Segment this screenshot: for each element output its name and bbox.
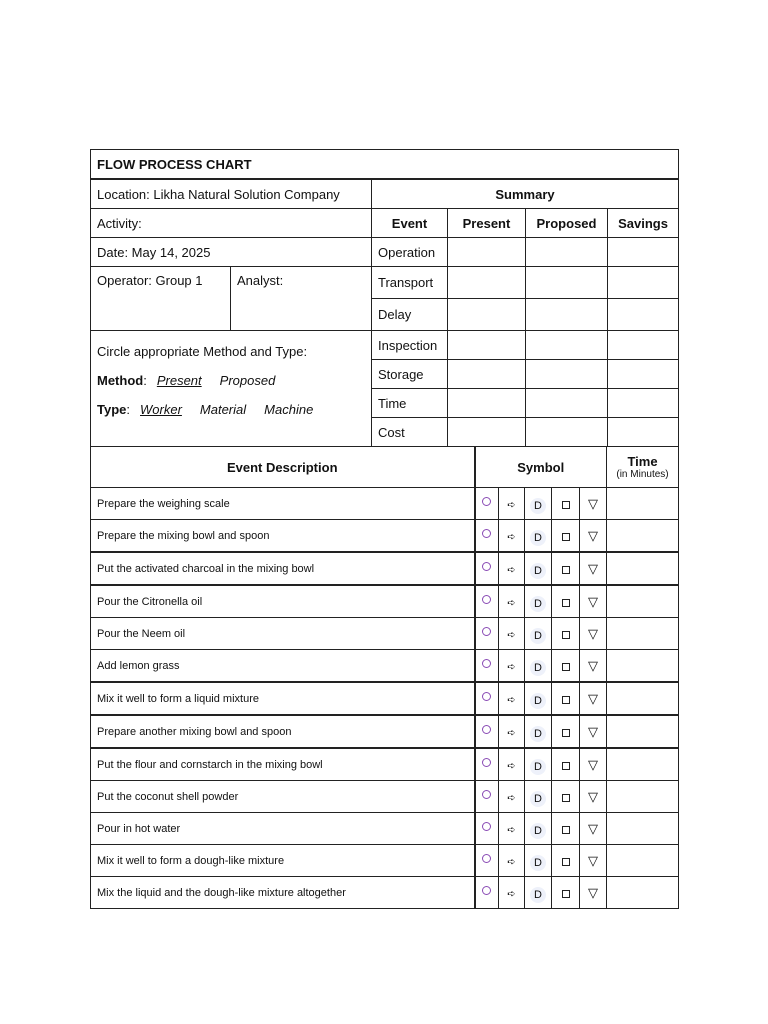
operation-symbol-cell[interactable] bbox=[475, 845, 499, 877]
storage-triangle-icon: ▽ bbox=[588, 657, 598, 673]
summary-title: Summary bbox=[372, 179, 679, 209]
operation-symbol-cell[interactable] bbox=[475, 877, 499, 909]
operation-symbol-cell[interactable] bbox=[475, 748, 499, 781]
inspection-symbol-cell[interactable] bbox=[552, 650, 580, 683]
time-cell[interactable] bbox=[607, 845, 679, 877]
transport-symbol-cell[interactable] bbox=[499, 813, 525, 845]
analyst-field: Analyst: bbox=[231, 267, 372, 331]
time-header-unit: (in Minutes) bbox=[616, 469, 669, 480]
summary-cell bbox=[526, 418, 608, 447]
inspection-square-icon bbox=[562, 826, 570, 834]
transport-arrow-icon: ➪ bbox=[507, 661, 516, 673]
inspection-symbol-cell[interactable] bbox=[552, 552, 580, 585]
storage-triangle-icon: ▽ bbox=[588, 884, 598, 900]
summary-event-storage: Storage bbox=[372, 360, 448, 389]
delay-d-icon: D bbox=[530, 887, 546, 903]
event-row bbox=[91, 781, 679, 813]
summary-event-cost: Cost bbox=[372, 418, 448, 447]
activity-field: Activity: bbox=[91, 209, 372, 238]
transport-symbol-cell[interactable] bbox=[499, 488, 525, 520]
time-cell[interactable] bbox=[607, 877, 679, 909]
event-row bbox=[91, 748, 679, 781]
summary-cell bbox=[608, 360, 679, 389]
method-option-proposed[interactable]: Proposed bbox=[219, 373, 276, 388]
delay-symbol-cell[interactable] bbox=[525, 748, 552, 781]
delay-symbol-cell[interactable] bbox=[525, 845, 552, 877]
inspection-symbol-cell[interactable] bbox=[552, 715, 580, 748]
time-cell[interactable] bbox=[607, 488, 679, 520]
operation-circle-icon bbox=[482, 886, 491, 895]
transport-arrow-icon: ➪ bbox=[507, 531, 516, 543]
event-description: Put the activated charcoal in the mixing bowl bbox=[91, 552, 475, 585]
event-row bbox=[91, 877, 679, 909]
operation-symbol-cell[interactable] bbox=[475, 488, 499, 520]
inspection-symbol-cell[interactable] bbox=[552, 585, 580, 618]
summary-col-proposed: Proposed bbox=[526, 209, 608, 238]
event-description: Prepare the weighing scale bbox=[91, 488, 475, 520]
transport-arrow-icon: ➪ bbox=[507, 792, 516, 804]
storage-triangle-icon: ▽ bbox=[588, 723, 598, 739]
summary-cell bbox=[526, 299, 608, 331]
inspection-symbol-cell[interactable] bbox=[552, 682, 580, 715]
event-description: Prepare the mixing bowl and spoon bbox=[91, 520, 475, 553]
event-description: Add lemon grass bbox=[91, 650, 475, 683]
delay-symbol-cell[interactable] bbox=[525, 650, 552, 683]
event-description: Put the flour and cornstarch in the mixing bowl bbox=[91, 748, 475, 781]
summary-cell bbox=[448, 267, 526, 299]
inspection-square-icon bbox=[562, 794, 570, 802]
inspection-square-icon bbox=[562, 858, 570, 866]
inspection-square-icon bbox=[562, 631, 570, 639]
summary-cell bbox=[608, 418, 679, 447]
operation-symbol-cell[interactable] bbox=[475, 618, 499, 650]
transport-symbol-cell[interactable] bbox=[499, 552, 525, 585]
storage-symbol-cell[interactable] bbox=[580, 781, 607, 813]
transport-arrow-icon: ➪ bbox=[507, 564, 516, 576]
storage-triangle-icon: ▽ bbox=[588, 690, 598, 706]
events-table bbox=[90, 446, 679, 909]
event-row bbox=[91, 552, 679, 585]
transport-arrow-icon: ➪ bbox=[507, 499, 516, 511]
operation-circle-icon bbox=[482, 562, 491, 571]
summary-cell bbox=[526, 331, 608, 360]
transport-symbol-cell[interactable] bbox=[499, 650, 525, 683]
circle-instruction: Circle appropriate Method and Type: bbox=[97, 344, 308, 359]
delay-symbol-cell[interactable] bbox=[525, 781, 552, 813]
operation-circle-icon bbox=[482, 692, 491, 701]
storage-triangle-icon: ▽ bbox=[588, 852, 598, 868]
summary-cell bbox=[608, 267, 679, 299]
inspection-symbol-cell[interactable] bbox=[552, 813, 580, 845]
storage-symbol-cell[interactable] bbox=[580, 715, 607, 748]
inspection-square-icon bbox=[562, 890, 570, 898]
storage-symbol-cell[interactable] bbox=[580, 748, 607, 781]
chart-title: FLOW PROCESS CHART bbox=[91, 150, 679, 180]
inspection-square-icon bbox=[562, 566, 570, 574]
operation-symbol-cell[interactable] bbox=[475, 715, 499, 748]
transport-arrow-icon: ➪ bbox=[507, 694, 516, 706]
storage-symbol-cell[interactable] bbox=[580, 813, 607, 845]
storage-triangle-icon: ▽ bbox=[588, 625, 598, 641]
delay-d-icon: D bbox=[530, 693, 546, 709]
transport-symbol-cell[interactable] bbox=[499, 845, 525, 877]
storage-symbol-cell[interactable] bbox=[580, 488, 607, 520]
delay-d-icon: D bbox=[530, 530, 546, 546]
type-option-material[interactable]: Material bbox=[199, 402, 247, 417]
operation-circle-icon bbox=[482, 822, 491, 831]
delay-symbol-cell[interactable] bbox=[525, 552, 552, 585]
inspection-square-icon bbox=[562, 599, 570, 607]
event-description: Put the coconut shell powder bbox=[91, 781, 475, 813]
operation-symbol-cell[interactable] bbox=[475, 585, 499, 618]
storage-symbol-cell[interactable] bbox=[580, 682, 607, 715]
transport-arrow-icon: ➪ bbox=[507, 824, 516, 836]
inspection-square-icon bbox=[562, 501, 570, 509]
inspection-square-icon bbox=[562, 533, 570, 541]
storage-symbol-cell[interactable] bbox=[580, 520, 607, 553]
symbol-header: Symbol bbox=[475, 447, 607, 488]
summary-col-event: Event bbox=[372, 209, 448, 238]
delay-d-icon: D bbox=[530, 596, 546, 612]
operation-symbol-cell[interactable] bbox=[475, 650, 499, 683]
delay-symbol-cell[interactable] bbox=[525, 813, 552, 845]
inspection-symbol-cell[interactable] bbox=[552, 781, 580, 813]
delay-symbol-cell[interactable] bbox=[525, 877, 552, 909]
summary-cell bbox=[608, 331, 679, 360]
operation-circle-icon bbox=[482, 497, 491, 506]
operation-symbol-cell[interactable] bbox=[475, 520, 499, 553]
storage-symbol-cell[interactable] bbox=[580, 877, 607, 909]
operation-symbol-cell[interactable] bbox=[475, 781, 499, 813]
time-cell[interactable] bbox=[607, 552, 679, 585]
summary-col-savings: Savings bbox=[608, 209, 679, 238]
time-cell[interactable] bbox=[607, 715, 679, 748]
summary-event-delay: Delay bbox=[372, 299, 448, 331]
inspection-square-icon bbox=[562, 762, 570, 770]
time-cell[interactable] bbox=[607, 748, 679, 781]
method-label: Method bbox=[97, 373, 144, 388]
method-option-present[interactable]: Present bbox=[156, 373, 202, 388]
method-row: Method: Present Proposed bbox=[97, 373, 276, 388]
type-option-machine[interactable]: Machine bbox=[264, 402, 314, 417]
event-row bbox=[91, 845, 679, 877]
operation-circle-icon bbox=[482, 725, 491, 734]
storage-triangle-icon: ▽ bbox=[588, 820, 598, 836]
event-row bbox=[91, 650, 679, 683]
summary-cell bbox=[526, 267, 608, 299]
summary-cell bbox=[448, 389, 526, 418]
inspection-symbol-cell[interactable] bbox=[552, 877, 580, 909]
transport-symbol-cell[interactable] bbox=[499, 682, 525, 715]
summary-cell bbox=[608, 389, 679, 418]
storage-triangle-icon: ▽ bbox=[588, 788, 598, 804]
time-cell[interactable] bbox=[607, 650, 679, 683]
inspection-symbol-cell[interactable] bbox=[552, 845, 580, 877]
operation-symbol-cell[interactable] bbox=[475, 682, 499, 715]
storage-symbol-cell[interactable] bbox=[580, 650, 607, 683]
storage-triangle-icon: ▽ bbox=[588, 560, 598, 576]
transport-symbol-cell[interactable] bbox=[499, 618, 525, 650]
delay-d-icon: D bbox=[530, 759, 546, 775]
operation-circle-icon bbox=[482, 854, 491, 863]
summary-col-present: Present bbox=[448, 209, 526, 238]
inspection-square-icon bbox=[562, 663, 570, 671]
storage-triangle-icon: ▽ bbox=[588, 527, 598, 543]
operation-circle-icon bbox=[482, 659, 491, 668]
operator-field: Operator: Group 1 bbox=[91, 267, 231, 331]
operation-circle-icon bbox=[482, 529, 491, 538]
summary-event-transport: Transport bbox=[372, 267, 448, 299]
method-type-section bbox=[91, 331, 372, 447]
storage-symbol-cell[interactable] bbox=[580, 618, 607, 650]
delay-symbol-cell[interactable] bbox=[525, 682, 552, 715]
delay-d-icon: D bbox=[530, 726, 546, 742]
event-row bbox=[91, 585, 679, 618]
event-description: Pour in hot water bbox=[91, 813, 475, 845]
delay-d-icon: D bbox=[530, 823, 546, 839]
delay-symbol-cell[interactable] bbox=[525, 488, 552, 520]
type-row: Type: Worker Material Machine bbox=[97, 402, 314, 417]
time-cell[interactable] bbox=[607, 618, 679, 650]
storage-symbol-cell[interactable] bbox=[580, 845, 607, 877]
type-label: Type bbox=[97, 402, 127, 417]
operation-symbol-cell[interactable] bbox=[475, 552, 499, 585]
summary-cell bbox=[526, 360, 608, 389]
storage-symbol-cell[interactable] bbox=[580, 585, 607, 618]
delay-d-icon: D bbox=[530, 791, 546, 807]
delay-d-icon: D bbox=[530, 855, 546, 871]
operation-symbol-cell[interactable] bbox=[475, 813, 499, 845]
date-field: Date: May 14, 2025 bbox=[91, 238, 372, 267]
transport-symbol-cell[interactable] bbox=[499, 781, 525, 813]
inspection-square-icon bbox=[562, 729, 570, 737]
event-row bbox=[91, 618, 679, 650]
inspection-symbol-cell[interactable] bbox=[552, 488, 580, 520]
transport-symbol-cell[interactable] bbox=[499, 585, 525, 618]
event-description-header: Event Description bbox=[91, 447, 475, 488]
transport-arrow-icon: ➪ bbox=[507, 856, 516, 868]
summary-cell bbox=[526, 238, 608, 267]
summary-event-time: Time bbox=[372, 389, 448, 418]
summary-cell bbox=[448, 418, 526, 447]
transport-symbol-cell[interactable] bbox=[499, 715, 525, 748]
event-row bbox=[91, 682, 679, 715]
time-cell[interactable] bbox=[607, 813, 679, 845]
summary-cell bbox=[448, 331, 526, 360]
transport-arrow-icon: ➪ bbox=[507, 888, 516, 900]
time-cell[interactable] bbox=[607, 682, 679, 715]
storage-triangle-icon: ▽ bbox=[588, 495, 598, 511]
summary-cell bbox=[448, 360, 526, 389]
event-description: Mix it well to form a liquid mixture bbox=[91, 682, 475, 715]
operation-circle-icon bbox=[482, 790, 491, 799]
operation-circle-icon bbox=[482, 627, 491, 636]
transport-symbol-cell[interactable] bbox=[499, 520, 525, 553]
transport-arrow-icon: ➪ bbox=[507, 597, 516, 609]
storage-triangle-icon: ▽ bbox=[588, 756, 598, 772]
delay-d-icon: D bbox=[530, 498, 546, 514]
time-header bbox=[607, 447, 679, 488]
storage-triangle-icon: ▽ bbox=[588, 593, 598, 609]
transport-arrow-icon: ➪ bbox=[507, 727, 516, 739]
event-row bbox=[91, 715, 679, 748]
inspection-symbol-cell[interactable] bbox=[552, 618, 580, 650]
time-cell[interactable] bbox=[607, 520, 679, 553]
delay-d-icon: D bbox=[530, 563, 546, 579]
inspection-symbol-cell[interactable] bbox=[552, 748, 580, 781]
transport-arrow-icon: ➪ bbox=[507, 760, 516, 772]
operation-circle-icon bbox=[482, 758, 491, 767]
header-table bbox=[90, 149, 679, 447]
event-row bbox=[91, 520, 679, 553]
inspection-square-icon bbox=[562, 696, 570, 704]
time-cell[interactable] bbox=[607, 781, 679, 813]
summary-cell bbox=[526, 389, 608, 418]
delay-d-icon: D bbox=[530, 660, 546, 676]
flow-process-chart bbox=[90, 149, 678, 909]
event-row bbox=[91, 813, 679, 845]
event-description: Mix it well to form a dough-like mixture bbox=[91, 845, 475, 877]
summary-cell bbox=[448, 238, 526, 267]
time-header-label: Time bbox=[627, 454, 658, 469]
storage-symbol-cell[interactable] bbox=[580, 552, 607, 585]
summary-cell bbox=[448, 299, 526, 331]
delay-symbol-cell[interactable] bbox=[525, 618, 552, 650]
location-field: Location: Likha Natural Solution Company bbox=[91, 179, 372, 209]
summary-event-operation: Operation bbox=[372, 238, 448, 267]
event-description: Prepare another mixing bowl and spoon bbox=[91, 715, 475, 748]
event-row bbox=[91, 488, 679, 520]
summary-cell bbox=[608, 238, 679, 267]
time-cell[interactable] bbox=[607, 585, 679, 618]
operation-circle-icon bbox=[482, 595, 491, 604]
summary-event-inspection: Inspection bbox=[372, 331, 448, 360]
delay-symbol-cell[interactable] bbox=[525, 520, 552, 553]
delay-symbol-cell[interactable] bbox=[525, 585, 552, 618]
event-description: Mix the liquid and the dough-like mixture altogether bbox=[91, 877, 475, 909]
event-description: Pour the Citronella oil bbox=[91, 585, 475, 618]
event-description: Pour the Neem oil bbox=[91, 618, 475, 650]
summary-cell bbox=[608, 299, 679, 331]
delay-symbol-cell[interactable] bbox=[525, 715, 552, 748]
transport-symbol-cell[interactable] bbox=[499, 748, 525, 781]
delay-d-icon: D bbox=[530, 628, 546, 644]
inspection-symbol-cell[interactable] bbox=[552, 520, 580, 553]
type-option-worker[interactable]: Worker bbox=[140, 402, 182, 417]
transport-arrow-icon: ➪ bbox=[507, 629, 516, 641]
transport-symbol-cell[interactable] bbox=[499, 877, 525, 909]
